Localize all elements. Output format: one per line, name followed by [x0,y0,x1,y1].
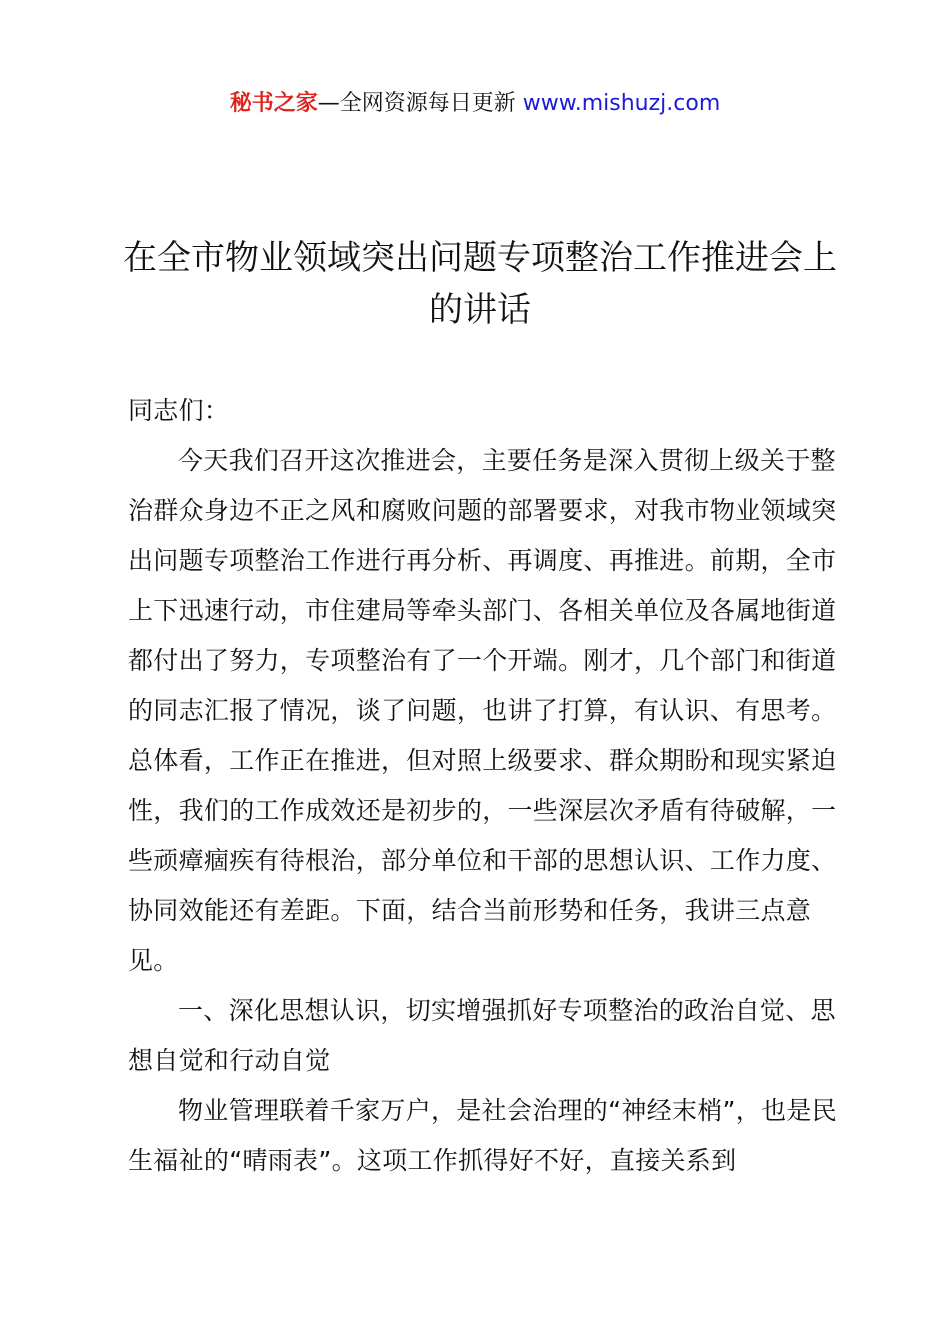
brand-name: 秘书之家 [229,91,318,116]
document-title: 在全市物业领域突出问题专项整治工作推进会上的讲话 [123,238,837,330]
header-tagline: —全网资源每日更新 [317,91,523,116]
body-paragraph: 物业管理联着千家万户，是社会治理的“神经末梢”，也是民生福祉的“晴雨表”。这项工作抓得好不好，直接关系到 [128,1096,838,1175]
section-heading: 一、深化思想认识，切实增强抓好专项整治的政治自觉、思想自觉和行动自觉 [128,996,836,1075]
body-paragraph: 今天我们召开这次推进会，主要任务是深入贯彻上级关于整治群众身边不正之风和腐败问题的部署要求，对我市物业领域突出问题专项整治工作进行再分析、再调度、再推进。前期，全市上下迅速行动，市住建局等牵头部门、各相关单位及各属地街道都付出了努力，专项整治有了一个开端。刚才，几个部门和街道的同志汇报了情况，谈了问题，也讲了打算，有认识、有思考。总体看，工作正在推进，但对照上级要求、群众期盼和现实紧迫性，我们的工作成效还是初步的，一些深层次矛盾有待破解，一些顽瘴痼疾有待根治，部分单位和干部的思想认识、工作力度、协同效能还有差距。下面，结合当前形势和任务，我讲三点意见。 [128,446,837,975]
site-header [0,88,950,120]
salutation: 同志们： [128,396,230,425]
document-body [128,386,840,1186]
site-url[interactable]: www.mishuzj.com [522,91,721,116]
